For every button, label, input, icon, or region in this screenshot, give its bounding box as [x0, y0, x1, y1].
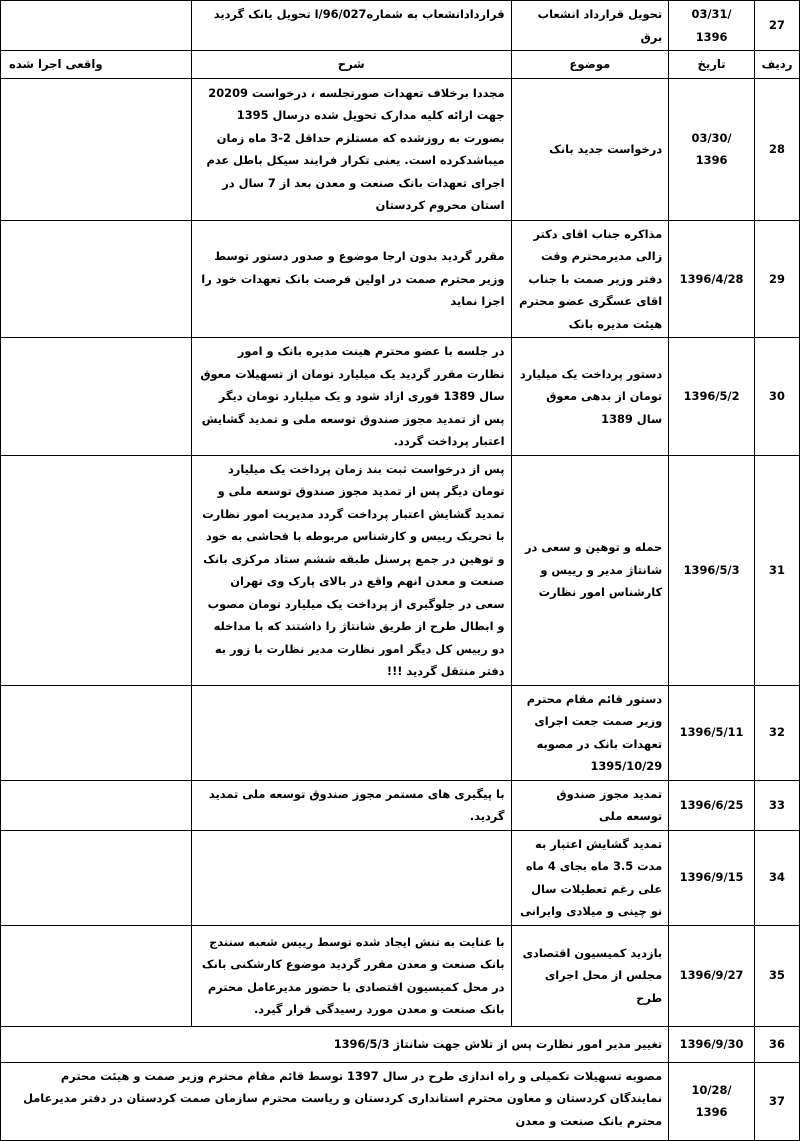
row-topic: حمله و توهین و سعی در شانتاژ مدیر و رییس و کارشناس امور نظارت — [511, 455, 669, 685]
row-number: 35 — [754, 925, 799, 1026]
header-row: ردیف — [754, 51, 799, 79]
table-row — [1, 1026, 800, 1062]
date-line: 1396/6/25 — [679, 797, 744, 812]
row-executed — [1, 685, 192, 780]
row-date — [669, 455, 755, 685]
row-executed — [1, 455, 192, 685]
row-number: 31 — [754, 455, 799, 685]
row-description: با عنایت به تنش ایجاد شده توسط رییس شعبه سنندج بانک صنعت و معدن مقرر گردید موضوع کارشکنی بانک در محل کمیسیون اقتصادی با حضور مدیرعامل محترم بانک صنعت و معدن مورد رسیدگی قرار گیرد. — [191, 925, 511, 1026]
row-number: 32 — [754, 685, 799, 780]
row-topic: مذاکره جناب اقای دکتر زالی مدیرمحترم وقت دفتر وزیر صمت با جناب اقای عسگری عضو محترم هیئت مدیره بانک — [511, 220, 669, 338]
table-header — [1, 51, 800, 79]
row-date — [669, 925, 755, 1026]
row-number: 27 — [754, 1, 799, 51]
table-row — [1, 925, 800, 1026]
header-topic: موضوع — [511, 51, 669, 79]
row-description — [191, 685, 511, 780]
row-date — [669, 78, 755, 220]
date-line: 1396/9/27 — [679, 968, 744, 983]
row-date — [669, 220, 755, 338]
table-row — [1, 1, 800, 51]
row-description: مقرر گردید بدون ارجا موضوع و صدور دستور توسط وزیر محترم صمت در اولین فرصت بانک تعهدات خود را اجرا نماید — [191, 220, 511, 338]
row-executed — [1, 1, 192, 51]
table-row — [1, 1062, 800, 1140]
row-number: 34 — [754, 830, 799, 925]
table-row — [1, 78, 800, 220]
date-line: 1396/9/30 — [679, 1036, 744, 1051]
table-row — [1, 455, 800, 685]
row-description: در جلسه با عضو محترم هینت مدیره بانک و امور نظارت مقرر گردید یک میلیارد تومان از تسهیلات معوق سال 1389 فوری ازاد شود و یک میلیارد تومان دیگر پس از تمدید مجوز صندوق توسعه ملی و تمدید گشایش اعتبار پرداخت گردد. — [191, 338, 511, 456]
date-line: /03/31 — [691, 7, 732, 21]
row-description: با پیگیری های مستمر مجوز صندوق توسعه ملی تمدید گردید. — [191, 780, 511, 830]
date-line: 1396/5/2 — [683, 389, 740, 403]
header-description: شرح — [191, 51, 511, 79]
row-executed — [1, 780, 192, 830]
row-date — [669, 1026, 755, 1062]
date-line: 1396 — [695, 1105, 728, 1119]
row-topic: دستور پرداخت یک میلیارد تومان از بدهی معوق سال 1389 — [511, 338, 669, 456]
table-row — [1, 830, 800, 925]
row-date — [669, 685, 755, 780]
row-description: قراردادانشعاب به شماره96/027/ا تحویل یانک گردید — [191, 1, 511, 51]
header-executed: واقعی اجرا شده — [1, 51, 192, 79]
row-date — [669, 1062, 755, 1140]
row-executed — [1, 220, 192, 338]
date-line: 1396 — [695, 153, 728, 167]
row-executed — [1, 830, 192, 925]
row-topic: تمدید مجوز صندوق توسعه ملی — [511, 780, 669, 830]
row-number: 28 — [754, 78, 799, 220]
row-number: 37 — [754, 1062, 799, 1140]
row-executed — [1, 78, 192, 220]
table-row — [1, 685, 800, 780]
row-description: پس از درخواست ثبت بند زمان پرداخت یک میلیارد تومان دیگر پس از تمدید مجوز صندوق توسعه ملی و تمدید گشایش اعتبار پرداخت گردد مدیریت امور نظارت با تحریک رییس و کارشناس مربوطه با فحاشی به خود و توهین در جمع پرسنل طبقه ششم ستاد مرکزی بانک صنعت و معدن انهم واقع در بالای پارک وی تهران سعی در جلوگیری از پرداخت یک میلیارد تومان مصوب و ابطال طرح از طریق شانتاژ را داشتند که با مداخله دو رییس کل دیگر امور نظارت مدیر نظارت با زور به دفتر منتقل گردید !!! — [191, 455, 511, 685]
row-topic: دستور قائم مقام محترم وزیر صمت جعت اجرای تعهدات بانک در مصوبه 1395/10/29 — [511, 685, 669, 780]
row-date — [669, 830, 755, 925]
row-topic: تحویل قرارداد انشعاب برق — [511, 1, 669, 51]
table-row — [1, 220, 800, 338]
row-date — [669, 338, 755, 456]
date-line: 1396/9/15 — [679, 870, 744, 885]
date-line: 1396 — [695, 29, 728, 44]
table-row — [1, 338, 800, 456]
date-line: /10/28 — [691, 1082, 732, 1097]
date-line: 1396/4/28 — [679, 271, 744, 286]
row-description: مجددا برخلاف تعهدات صورتجلسه ، درخواست 20209 جهت ارائه کلیه مدارک تحویل شده درسال 1395 بصورت به روزشده که مستلزم حداقل 2-3 ماه زمان میباشدکرده است. یعنی تکرار فرایند سیکل باطل عدم اجرای تعهدات بانک صنعت و معدن بعد از 7 سال در استان محروم کردستان — [191, 78, 511, 220]
row-description — [191, 830, 511, 925]
header-date: تاریخ — [669, 51, 755, 79]
date-line: 1396/5/3 — [683, 562, 740, 577]
row-number: 36 — [754, 1026, 799, 1062]
row-number: 33 — [754, 780, 799, 830]
row-date — [669, 780, 755, 830]
row-date — [669, 1, 755, 51]
date-line: 1396/5/11 — [679, 725, 744, 740]
row-topic: تمدید گشایش اعتبار به مدت 3.5 ماه بجای 4 ماه علی رغم تعطیلات سال نو چینی و میلادی وایرانی — [511, 830, 669, 925]
row-executed — [1, 338, 192, 456]
table-row — [1, 780, 800, 830]
row-executed — [1, 925, 192, 1026]
date-line: /03/30 — [691, 130, 732, 145]
row-number: 29 — [754, 220, 799, 338]
row-number: 30 — [754, 338, 799, 456]
row-topic: درخواست جدید بانک — [511, 78, 669, 220]
row-topic: بازدید کمیسیون اقتصادی مجلس از محل اجرای طرح — [511, 925, 669, 1026]
row-merged-description: مصوبه تسهیلات تکمیلی و راه اندازی طرح در سال 1397 توسط قائم مقام محترم وزیر صمت و هیئت محترم نمایندگان کردستان و معاون محترم استانداری کردستان و ریاست محترم سازمان صمت کردستان در دفتر مدیرعامل محترم بانک صنعت و معدن — [1, 1062, 669, 1140]
row-merged-description: تغییر مدیر امور نظارت پس از تلاش جهت شانتاژ 1396/5/3 — [1, 1026, 669, 1062]
